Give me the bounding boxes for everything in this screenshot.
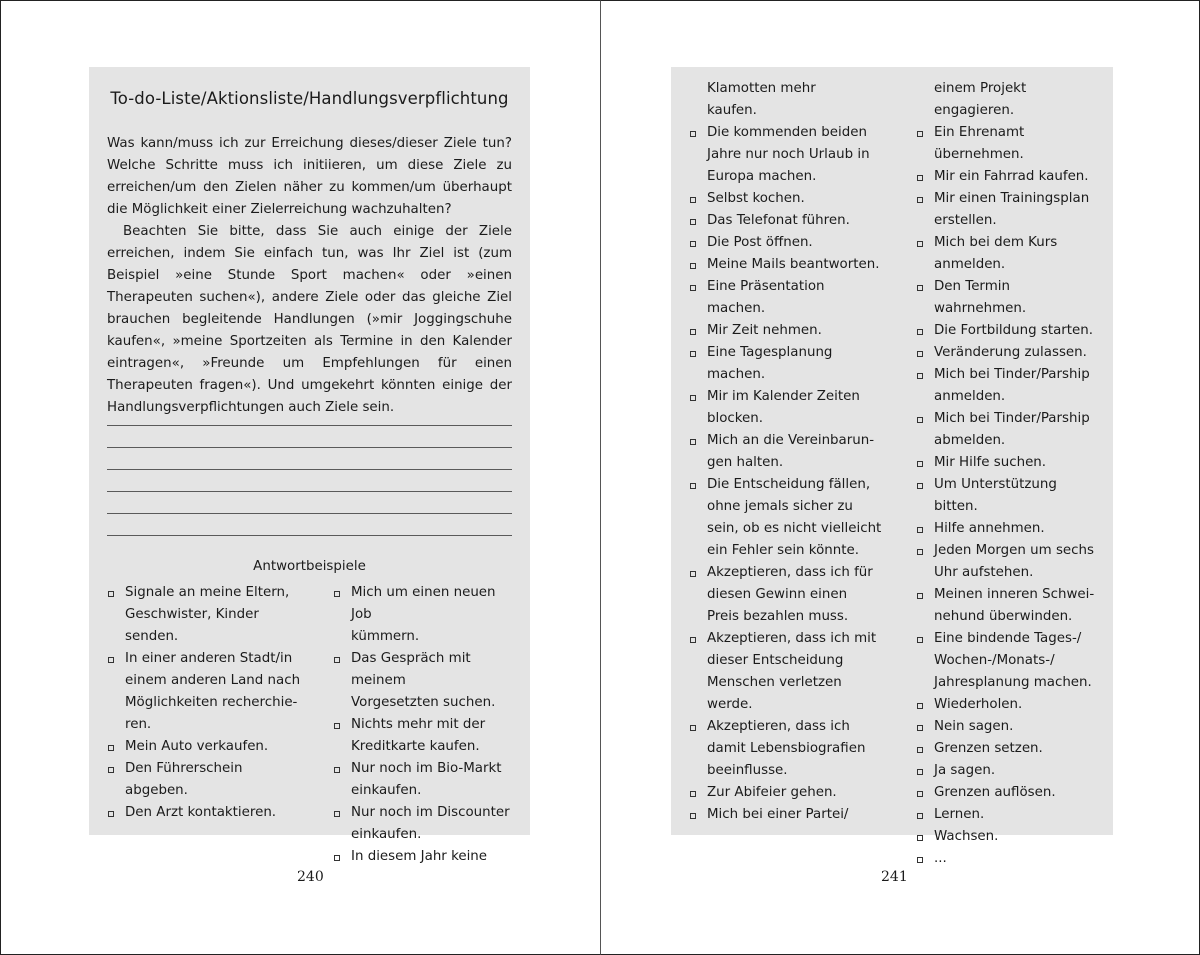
checkbox-square-icon bbox=[917, 637, 923, 643]
checkbox-square-icon bbox=[108, 767, 114, 773]
list-item-continuation bbox=[107, 670, 307, 692]
checkbox-square-icon bbox=[690, 219, 696, 225]
list-item-text: kümmern. bbox=[351, 629, 420, 644]
list-item-text: abmelden. bbox=[934, 433, 1006, 448]
list-item bbox=[107, 648, 307, 670]
list-item bbox=[916, 804, 1096, 826]
list-item-text: Jahresplanung machen. bbox=[934, 675, 1092, 690]
checkbox-square-icon bbox=[108, 591, 114, 597]
examples-list-right-col1 bbox=[689, 78, 889, 826]
writing-line bbox=[107, 513, 512, 514]
list-item-continuation bbox=[689, 672, 889, 694]
list-item-text: übernehmen. bbox=[934, 147, 1024, 162]
worksheet-content-right bbox=[671, 1, 1113, 955]
list-item-text: Menschen verletzen bbox=[707, 675, 842, 690]
list-item-continuation bbox=[916, 78, 1096, 100]
list-item bbox=[689, 716, 889, 738]
list-item-text: Mir Zeit nehmen. bbox=[707, 323, 822, 338]
list-item bbox=[689, 430, 889, 452]
worksheet-content-left bbox=[89, 1, 530, 955]
list-item-text: Die Entscheidung fällen, bbox=[707, 477, 871, 492]
list-item-continuation bbox=[689, 144, 889, 166]
list-item-continuation bbox=[689, 606, 889, 628]
checkbox-square-icon bbox=[690, 241, 696, 247]
list-item bbox=[689, 782, 889, 804]
list-item bbox=[916, 518, 1096, 540]
list-item-text: Jeden Morgen um sechs bbox=[934, 543, 1094, 558]
list-item-text: Europa machen. bbox=[707, 169, 817, 184]
list-item bbox=[689, 254, 889, 276]
list-item-text: ohne jemals sicher zu bbox=[707, 499, 853, 514]
section-heading: To-do-Liste/Aktionsliste/Handlungsverpflichtung bbox=[110, 89, 509, 108]
list-item-continuation bbox=[689, 364, 889, 386]
checkbox-square-icon bbox=[917, 351, 923, 357]
list-item-text: damit Lebensbiografien bbox=[707, 741, 866, 756]
list-item-text: Eine Präsentation bbox=[707, 279, 825, 294]
list-item bbox=[689, 804, 889, 826]
list-item-text: Mich an die Vereinbarun- bbox=[707, 433, 875, 448]
list-item-text: Wochen-/Monats-/ bbox=[934, 653, 1055, 668]
list-item-text: Das Gespräch mit meinem bbox=[351, 651, 471, 688]
list-item bbox=[916, 188, 1096, 210]
checkbox-square-icon bbox=[334, 657, 340, 663]
list-item-continuation bbox=[107, 780, 307, 802]
list-item bbox=[333, 846, 513, 868]
examples-list-left-col2 bbox=[333, 582, 513, 868]
list-item bbox=[916, 826, 1096, 848]
checkbox-square-icon bbox=[917, 329, 923, 335]
list-item-text: Ja sagen. bbox=[934, 763, 996, 778]
checkbox-square-icon bbox=[917, 241, 923, 247]
list-item-text: kaufen. bbox=[707, 103, 757, 118]
list-item-continuation bbox=[689, 408, 889, 430]
list-item bbox=[689, 232, 889, 254]
list-item-continuation bbox=[689, 650, 889, 672]
instruction-paragraph-1: Was kann/muss ich zur Erreichung dieses/dieser Ziele tun? Welche Schritte muss ich initiieren, um diese Ziele zu erreichen/um den Zielen näher zu kommen/um überhaupt die Möglichkeit einer Zielerreichung wachzuhalten? bbox=[107, 136, 512, 217]
list-item-text: In diesem Jahr keine bbox=[351, 849, 488, 864]
list-item bbox=[333, 758, 513, 780]
list-item bbox=[916, 408, 1096, 430]
list-item-continuation bbox=[689, 452, 889, 474]
checkbox-square-icon bbox=[690, 813, 696, 819]
list-item-continuation bbox=[333, 736, 513, 758]
list-item-text: Nichts mehr mit der bbox=[351, 717, 486, 732]
checkbox-square-icon bbox=[334, 855, 340, 861]
list-item-continuation bbox=[689, 694, 889, 716]
list-item-text: anmelden. bbox=[934, 389, 1006, 404]
list-item bbox=[916, 738, 1096, 760]
list-item-text: Akzeptieren, dass ich bbox=[707, 719, 850, 734]
checkbox-square-icon bbox=[690, 131, 696, 137]
list-item-text: Mich bei Tinder/Parship bbox=[934, 411, 1090, 426]
list-item-text: Den Termin wahrnehmen. bbox=[934, 279, 1027, 316]
list-item-text: Mir einen Trainingsplan bbox=[934, 191, 1090, 206]
list-item-continuation bbox=[689, 760, 889, 782]
checkbox-square-icon bbox=[690, 197, 696, 203]
checkbox-square-icon bbox=[334, 811, 340, 817]
page-number-right: 241 bbox=[881, 869, 908, 885]
list-item-text: Lernen. bbox=[934, 807, 985, 822]
list-item-text: machen. bbox=[707, 367, 766, 382]
list-item bbox=[916, 452, 1096, 474]
list-item-continuation bbox=[916, 430, 1096, 452]
list-item-text: Mich bei Tinder/Parship bbox=[934, 367, 1090, 382]
checkbox-square-icon bbox=[690, 263, 696, 269]
list-item bbox=[333, 714, 513, 736]
list-item-text: engagieren. bbox=[934, 103, 1015, 118]
list-item bbox=[916, 166, 1096, 188]
list-item-text: erstellen. bbox=[934, 213, 997, 228]
examples-list-left-col1 bbox=[107, 582, 307, 824]
checkbox-square-icon bbox=[690, 351, 696, 357]
list-item-text: blocken. bbox=[707, 411, 764, 426]
list-item-continuation bbox=[107, 604, 307, 626]
checkbox-square-icon bbox=[108, 811, 114, 817]
list-item-text: einem Projekt bbox=[934, 81, 1027, 96]
checkbox-square-icon bbox=[108, 657, 114, 663]
checkbox-square-icon bbox=[690, 571, 696, 577]
list-item-text: sein, ob es nicht vielleicht bbox=[707, 521, 882, 536]
checkbox-square-icon bbox=[917, 813, 923, 819]
list-item-continuation bbox=[916, 650, 1096, 672]
list-item bbox=[689, 562, 889, 584]
list-item bbox=[916, 694, 1096, 716]
list-item-text: Hilfe annehmen. bbox=[934, 521, 1045, 536]
checkbox-square-icon bbox=[690, 483, 696, 489]
checkbox-square-icon bbox=[690, 285, 696, 291]
list-item-continuation bbox=[916, 144, 1096, 166]
checkbox-square-icon bbox=[917, 725, 923, 731]
list-item bbox=[689, 210, 889, 232]
list-item-continuation bbox=[107, 714, 307, 736]
list-item-continuation bbox=[333, 626, 513, 648]
list-item-continuation bbox=[107, 626, 307, 648]
list-item bbox=[916, 540, 1096, 562]
checkbox-square-icon bbox=[917, 769, 923, 775]
list-item bbox=[916, 628, 1096, 650]
list-item-continuation bbox=[333, 780, 513, 802]
list-item bbox=[689, 342, 889, 364]
list-item-text: Mir im Kalender Zeiten bbox=[707, 389, 860, 404]
list-item-text: Mich bei dem Kurs bbox=[934, 235, 1058, 250]
list-item-text: Klamotten mehr bbox=[707, 81, 816, 96]
list-item bbox=[916, 848, 1096, 870]
list-item bbox=[107, 802, 307, 824]
list-item bbox=[333, 648, 513, 692]
list-item-text: Mir ein Fahrrad kaufen. bbox=[934, 169, 1089, 184]
checkbox-square-icon bbox=[917, 483, 923, 489]
list-item-continuation bbox=[689, 78, 889, 100]
checkbox-square-icon bbox=[917, 197, 923, 203]
list-item bbox=[333, 582, 513, 626]
checkbox-square-icon bbox=[690, 439, 696, 445]
list-item-continuation bbox=[689, 584, 889, 606]
list-item-text: einkaufen. bbox=[351, 783, 422, 798]
list-item-continuation bbox=[689, 166, 889, 188]
checkbox-square-icon bbox=[690, 637, 696, 643]
list-item bbox=[916, 364, 1096, 386]
list-item bbox=[916, 760, 1096, 782]
checkbox-square-icon bbox=[917, 549, 923, 555]
list-item-text: Mein Auto verkaufen. bbox=[125, 739, 269, 754]
list-item bbox=[916, 474, 1096, 518]
list-item-text: Nur noch im Bio-Markt bbox=[351, 761, 502, 776]
examples-list-right-col2 bbox=[916, 78, 1096, 870]
list-item-text: diesen Gewinn einen bbox=[707, 587, 848, 602]
list-item-text: abgeben. bbox=[125, 783, 188, 798]
list-item-continuation bbox=[916, 254, 1096, 276]
list-item-text: Die Fortbildung starten. bbox=[934, 323, 1094, 338]
list-item-text: Meine Mails beantworten. bbox=[707, 257, 880, 272]
list-item-text: Möglichkeiten recherchie- bbox=[125, 695, 298, 710]
list-item-text: einem anderen Land nach bbox=[125, 673, 301, 688]
checkbox-square-icon bbox=[334, 723, 340, 729]
checkbox-square-icon bbox=[917, 417, 923, 423]
list-item-text: Um Unterstützung bitten. bbox=[934, 477, 1057, 514]
list-item-text: Mich um einen neuen Job bbox=[351, 585, 496, 622]
list-item-text: anmelden. bbox=[934, 257, 1006, 272]
list-item-text: Den Führerschein bbox=[125, 761, 243, 776]
checkbox-square-icon bbox=[917, 703, 923, 709]
list-item-text: ren. bbox=[125, 717, 152, 732]
checkbox-square-icon bbox=[917, 747, 923, 753]
list-item-continuation bbox=[916, 210, 1096, 232]
list-item bbox=[333, 802, 513, 824]
list-item-continuation bbox=[689, 496, 889, 518]
list-item-continuation bbox=[916, 386, 1096, 408]
list-item bbox=[916, 782, 1096, 804]
writing-line bbox=[107, 425, 512, 426]
list-item-text: dieser Entscheidung bbox=[707, 653, 844, 668]
list-item bbox=[916, 584, 1096, 606]
list-item-continuation bbox=[333, 824, 513, 846]
checkbox-square-icon bbox=[334, 767, 340, 773]
checkbox-square-icon bbox=[917, 791, 923, 797]
list-item-text: Vorgesetzten suchen. bbox=[351, 695, 496, 710]
list-item bbox=[916, 232, 1096, 254]
checkbox-square-icon bbox=[334, 591, 340, 597]
list-item bbox=[107, 758, 307, 780]
checkbox-square-icon bbox=[917, 461, 923, 467]
list-item-continuation bbox=[916, 100, 1096, 122]
list-item-text: Signale an meine Eltern, bbox=[125, 585, 290, 600]
list-item-text: Kreditkarte kaufen. bbox=[351, 739, 480, 754]
list-item-text: Jahre nur noch Urlaub in bbox=[707, 147, 870, 162]
checkbox-square-icon bbox=[917, 373, 923, 379]
list-item-text: Nur noch im Discounter bbox=[351, 805, 510, 820]
list-item-text: Nein sagen. bbox=[934, 719, 1014, 734]
list-item-text: nehund überwinden. bbox=[934, 609, 1073, 624]
list-item-text: einkaufen. bbox=[351, 827, 422, 842]
list-item-text: werde. bbox=[707, 697, 753, 712]
list-item-continuation bbox=[689, 100, 889, 122]
page-number-left: 240 bbox=[297, 869, 324, 885]
list-item bbox=[689, 188, 889, 210]
list-item-text: Veränderung zulassen. bbox=[934, 345, 1087, 360]
writing-line bbox=[107, 447, 512, 448]
instruction-paragraph-2: Beachten Sie bitte, dass Sie auch einige der Ziele erreichen, indem Sie einfach tun, was Ihr Ziel ist (zum Beispiel »eine Stunde Sport machen« oder »einen Therapeuten suchen«), andere Ziele oder das gleiche Ziel brauchen begleitende Handlungen (»mir Joggingschuhe kaufen«, »meine Sportzeiten als Termine in den Kalender eintragen«, »Freunde um Empfehlungen für einen Therapeuten fragen«). Und umgekehrt könnten einige der Handlungsverpflichtungen auch Ziele sein. bbox=[107, 224, 512, 415]
list-item-text: Eine Tagesplanung bbox=[707, 345, 833, 360]
list-item bbox=[916, 122, 1096, 144]
list-item-text: In einer anderen Stadt/in bbox=[125, 651, 293, 666]
list-item-text: beeinflusse. bbox=[707, 763, 788, 778]
list-item bbox=[689, 386, 889, 408]
list-item-text: Geschwister, Kinder bbox=[125, 607, 259, 622]
list-item-text: senden. bbox=[125, 629, 179, 644]
checkbox-square-icon bbox=[917, 285, 923, 291]
list-item bbox=[689, 628, 889, 650]
list-item-text: gen halten. bbox=[707, 455, 784, 470]
writing-line bbox=[107, 491, 512, 492]
list-item bbox=[107, 582, 307, 604]
list-item-continuation bbox=[689, 518, 889, 540]
list-item bbox=[689, 320, 889, 342]
list-item-text: ein Fehler sein könnte. bbox=[707, 543, 859, 558]
list-item-text: Die Post öffnen. bbox=[707, 235, 813, 250]
list-item-continuation bbox=[689, 540, 889, 562]
list-item bbox=[689, 276, 889, 298]
list-item bbox=[916, 342, 1096, 364]
list-item-continuation bbox=[916, 606, 1096, 628]
checkbox-square-icon bbox=[917, 175, 923, 181]
list-item-text: Mir Hilfe suchen. bbox=[934, 455, 1047, 470]
list-item-continuation bbox=[333, 692, 513, 714]
checkbox-square-icon bbox=[690, 725, 696, 731]
list-item-text: Meinen inneren Schwei- bbox=[934, 587, 1095, 602]
checkbox-square-icon bbox=[917, 593, 923, 599]
list-item-text: Den Arzt kontaktieren. bbox=[125, 805, 277, 820]
list-item-continuation bbox=[916, 562, 1096, 584]
list-item bbox=[689, 122, 889, 144]
list-item-text: Das Telefonat führen. bbox=[707, 213, 850, 228]
list-item-text: Akzeptieren, dass ich für bbox=[707, 565, 873, 580]
list-item-text: Uhr aufstehen. bbox=[934, 565, 1034, 580]
list-item bbox=[916, 276, 1096, 320]
list-item bbox=[916, 320, 1096, 342]
list-item-continuation bbox=[916, 672, 1096, 694]
list-item-continuation bbox=[689, 298, 889, 320]
list-item-text: Grenzen auflösen. bbox=[934, 785, 1056, 800]
list-item-text: Die kommenden beiden bbox=[707, 125, 867, 140]
checkbox-square-icon bbox=[917, 131, 923, 137]
list-item-text: Wiederholen. bbox=[934, 697, 1023, 712]
writing-line bbox=[107, 469, 512, 470]
checkbox-square-icon bbox=[108, 745, 114, 751]
writing-line bbox=[107, 535, 512, 536]
checkbox-square-icon bbox=[917, 527, 923, 533]
list-item-text: Akzeptieren, dass ich mit bbox=[707, 631, 877, 646]
right-page bbox=[600, 0, 1200, 955]
list-item bbox=[107, 736, 307, 758]
checkbox-square-icon bbox=[690, 791, 696, 797]
list-item-continuation bbox=[689, 738, 889, 760]
checkbox-square-icon bbox=[917, 857, 923, 863]
list-item-text: Eine bindende Tages-/ bbox=[934, 631, 1082, 646]
checkbox-square-icon bbox=[690, 329, 696, 335]
checkbox-square-icon bbox=[690, 395, 696, 401]
list-item-text: Grenzen setzen. bbox=[934, 741, 1043, 756]
list-item-continuation bbox=[107, 692, 307, 714]
list-item-text: Zur Abifeier gehen. bbox=[707, 785, 837, 800]
list-item-text: ... bbox=[934, 851, 947, 866]
list-item-text: machen. bbox=[707, 301, 766, 316]
list-item-text: Ein Ehrenamt bbox=[934, 125, 1025, 140]
list-item-text: Selbst kochen. bbox=[707, 191, 805, 206]
list-item-text: Mich bei einer Partei/ bbox=[707, 807, 849, 822]
list-item-text: Preis bezahlen muss. bbox=[707, 609, 849, 624]
list-item bbox=[916, 716, 1096, 738]
list-item-text: Wachsen. bbox=[934, 829, 999, 844]
checkbox-square-icon bbox=[917, 835, 923, 841]
examples-subheading: Antwortbeispiele bbox=[253, 559, 366, 574]
list-item bbox=[689, 474, 889, 496]
